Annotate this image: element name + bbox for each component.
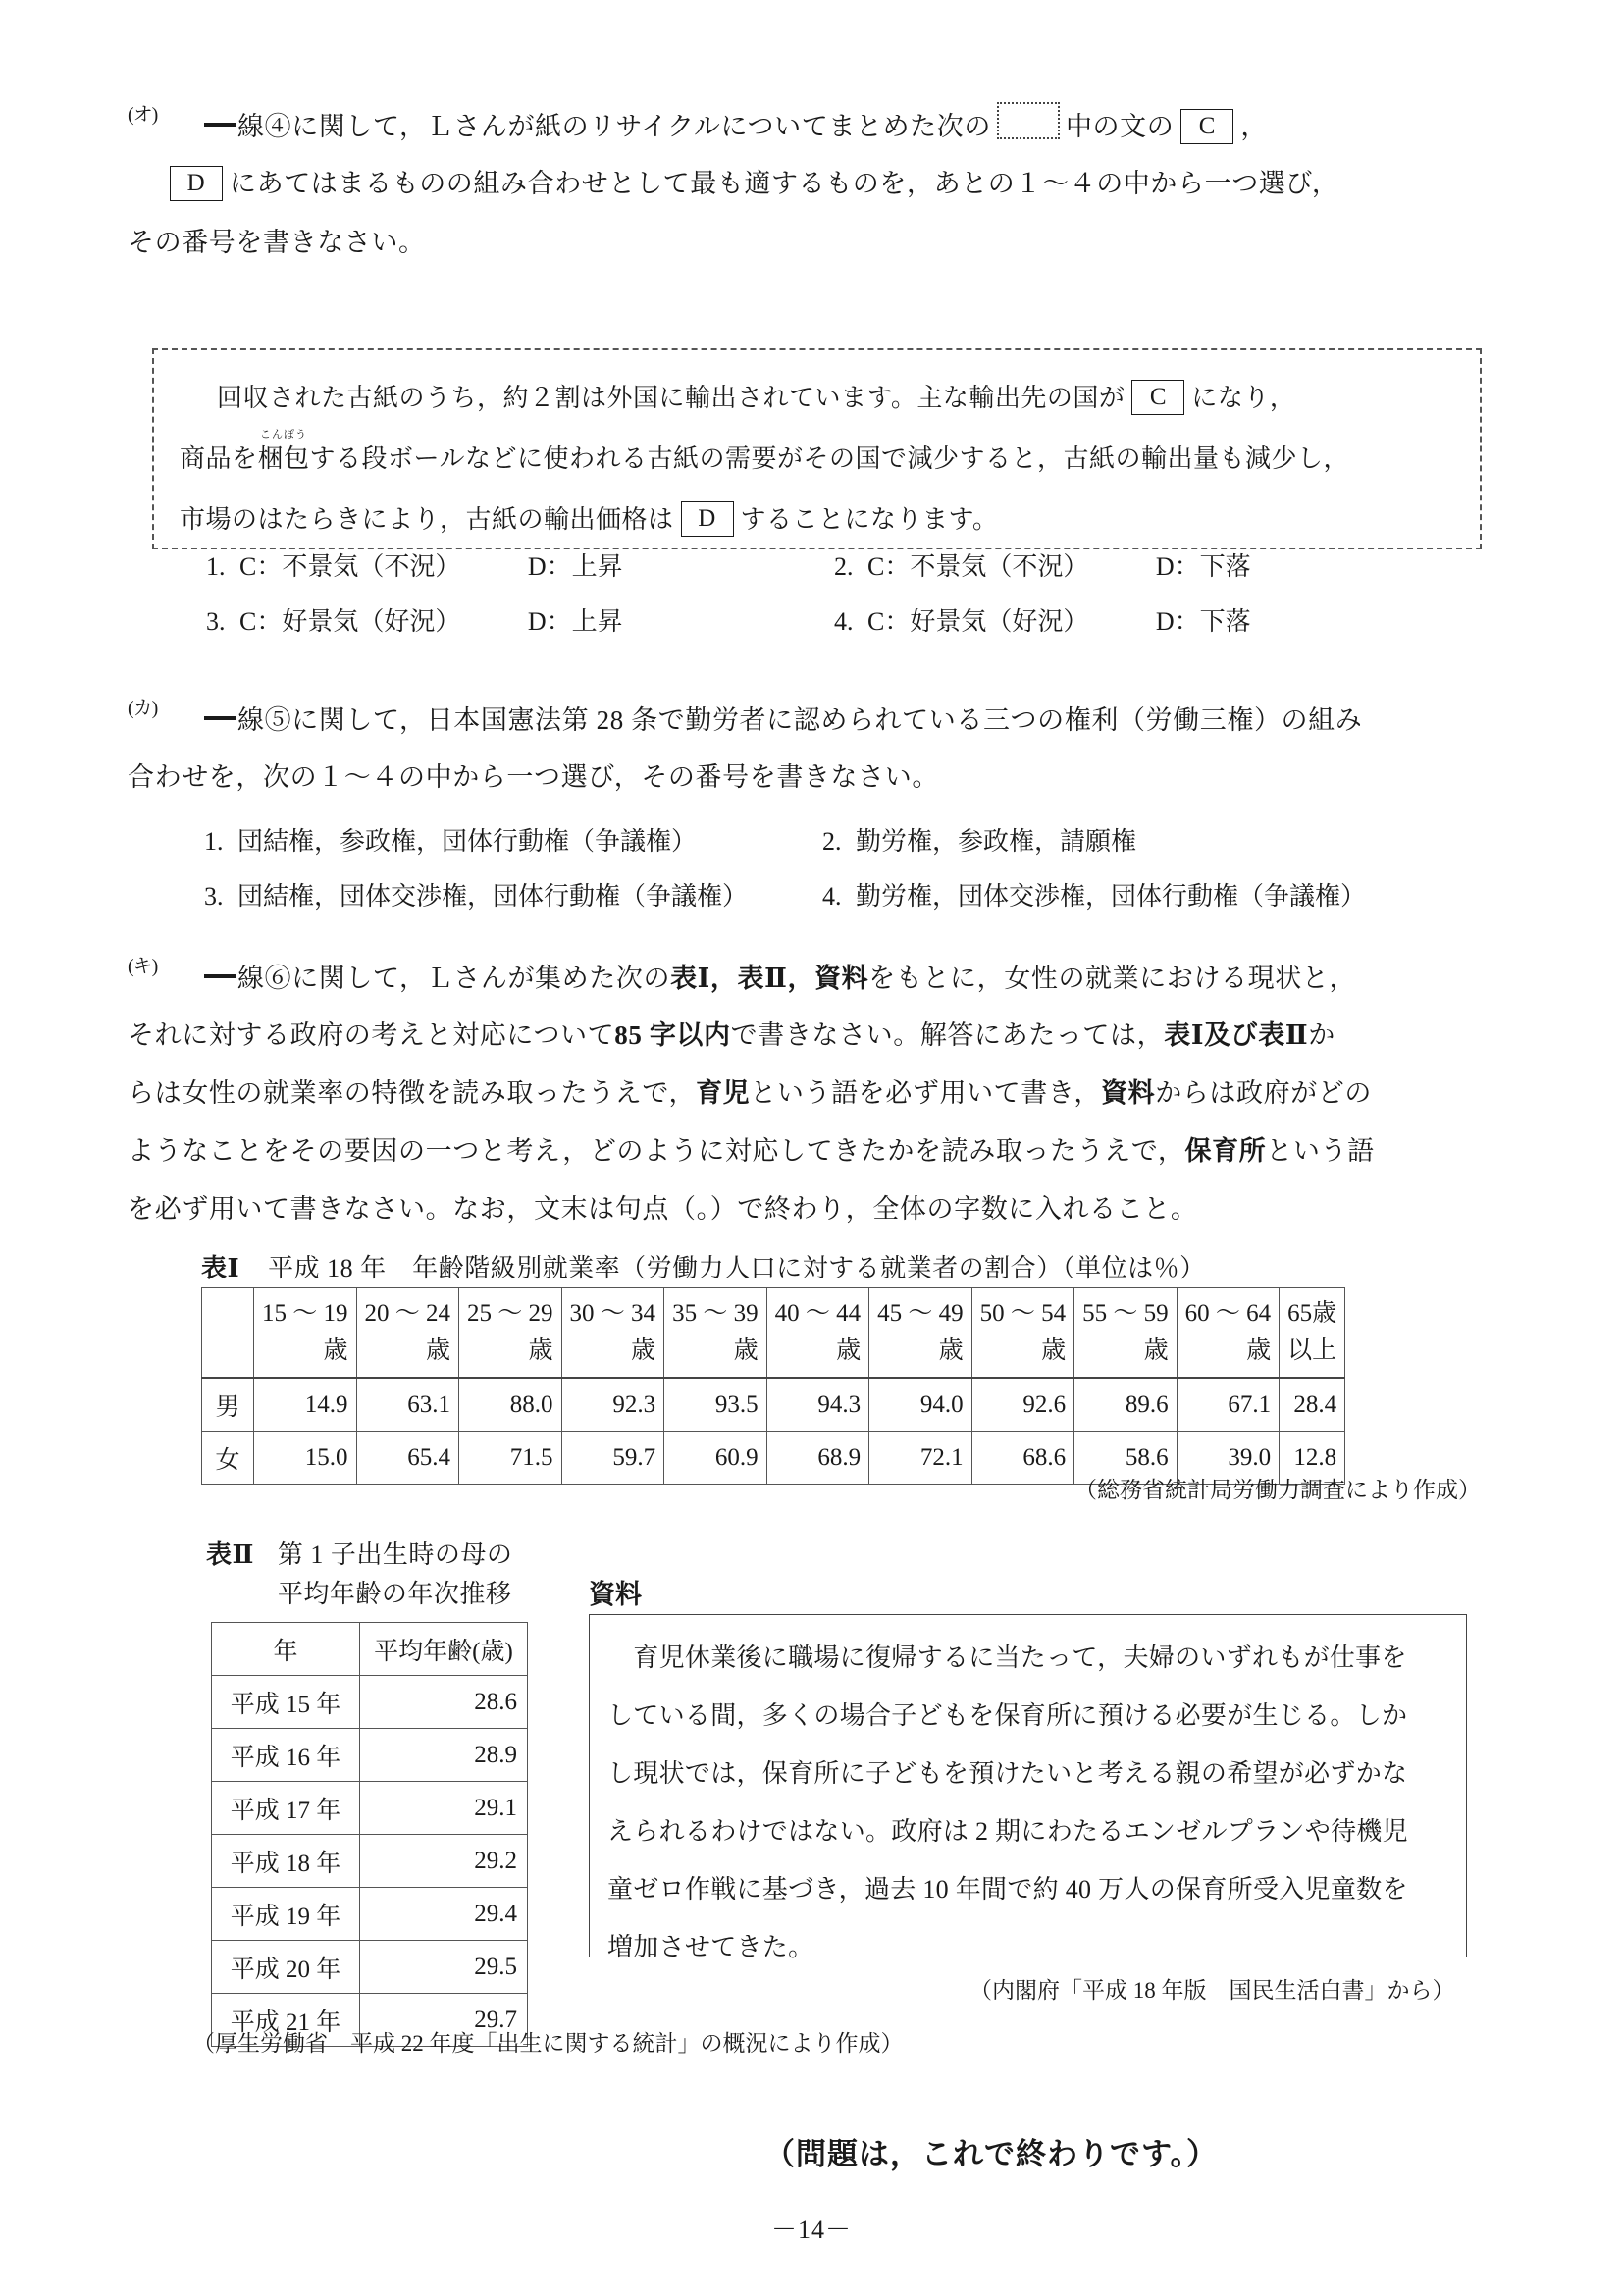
question-o-line1-a: 線④に関して，Ｌさんが紙のリサイクルについてまとめた次の bbox=[237, 112, 991, 141]
summary-seg3-a: 商品を bbox=[180, 444, 258, 473]
question-block-o bbox=[128, 98, 1501, 156]
cell-year: 平成 18 年 bbox=[212, 1835, 360, 1888]
table1-col-header bbox=[766, 1288, 869, 1379]
cell-value: 93.5 bbox=[664, 1378, 767, 1432]
dotted-placeholder-box bbox=[997, 102, 1060, 139]
choice-row bbox=[206, 595, 1482, 650]
cell-value: 60.9 bbox=[664, 1432, 767, 1485]
cell-value: 72.1 bbox=[869, 1432, 972, 1485]
question-ka-line2: 合わせを，次の１〜４の中から一つ選び，その番号を書きなさい。 bbox=[128, 762, 939, 792]
choice-number: 4. bbox=[834, 607, 854, 636]
question-ka-line2-wrap bbox=[128, 749, 1501, 807]
question-block-ki bbox=[128, 950, 1501, 1008]
summary-seg2: になり， bbox=[1191, 384, 1296, 412]
cell-value: 58.6 bbox=[1074, 1432, 1178, 1485]
age-range: 40 〜 44 bbox=[774, 1300, 862, 1327]
table1-source: （総務省統計局労働力調査により作成） bbox=[1074, 1478, 1481, 1502]
underline-mark-icon bbox=[204, 974, 236, 978]
question-o-line1-c: ， bbox=[1240, 112, 1268, 141]
cell-value: 39.0 bbox=[1177, 1432, 1280, 1485]
summary-line1 bbox=[180, 368, 1454, 429]
choice-number: 1. bbox=[204, 827, 224, 856]
underline-mark-icon bbox=[204, 716, 236, 720]
age-unit: 歳 bbox=[733, 1337, 759, 1364]
table1-header-row bbox=[202, 1288, 1345, 1379]
cell-value: 68.6 bbox=[971, 1432, 1074, 1485]
cell-value: 65.4 bbox=[356, 1432, 459, 1485]
cell-year: 平成 20 年 bbox=[212, 1941, 360, 1994]
cell-value: 67.1 bbox=[1177, 1378, 1280, 1432]
age-unit: 以上 bbox=[1287, 1337, 1337, 1364]
table2-wrapper bbox=[211, 1622, 528, 2047]
ruby-reading: こんぽう bbox=[260, 429, 308, 441]
table1-col-header bbox=[869, 1288, 972, 1379]
choice-row bbox=[206, 540, 1482, 595]
summary-seg3-b: する段ボールなどに使われる古紙の需要がその国で減少すると，古紙の輸出量も減少し， bbox=[309, 444, 1350, 473]
table1-caption-text: 平成 18 年 年齢階級別就業率（労働力人口に対する就業者の割合）（単位は％） bbox=[268, 1254, 1206, 1282]
choice-o-1[interactable] bbox=[206, 540, 834, 595]
question-marker-ki: (キ) bbox=[128, 956, 158, 977]
table1-col-header bbox=[356, 1288, 459, 1379]
cell-value: 59.7 bbox=[561, 1432, 664, 1485]
question-ki-line3-b: 育児 bbox=[696, 1078, 751, 1108]
table1-col-header bbox=[561, 1288, 664, 1379]
ruby-konpou bbox=[257, 429, 310, 473]
table2-header-row bbox=[212, 1623, 528, 1676]
shiryo-line6: 増加させてきた。 bbox=[607, 1933, 814, 1961]
question-ki-line4-c: という語 bbox=[1266, 1136, 1375, 1166]
question-ki-line1-c: をもとに，女性の就業における現状と， bbox=[868, 964, 1357, 993]
question-marker-ka: (カ) bbox=[128, 698, 158, 719]
age-range: 50 〜 54 bbox=[979, 1300, 1067, 1327]
question-ki-line2 bbox=[128, 1007, 1501, 1065]
cell-value: 71.5 bbox=[459, 1432, 562, 1485]
choice-number: 1. bbox=[206, 552, 226, 581]
age-unit: 歳 bbox=[836, 1337, 862, 1364]
question-ki-line2-d: 表Ⅰ及び表Ⅱ bbox=[1164, 1020, 1309, 1050]
cell-average-age: 29.1 bbox=[360, 1782, 528, 1835]
summary-seg5: することになります。 bbox=[740, 505, 999, 534]
table-row bbox=[202, 1378, 1345, 1432]
choice-number: 2. bbox=[834, 552, 854, 581]
choice-text: 団結権，参政権，団体行動権（争議権） bbox=[237, 827, 698, 856]
age-unit: 歳 bbox=[631, 1337, 656, 1364]
choice-d-text: D：下落 bbox=[1155, 552, 1251, 581]
table1-head bbox=[202, 1288, 1345, 1379]
cell-year: 平成 19 年 bbox=[212, 1888, 360, 1941]
age-range: 45 〜 49 bbox=[877, 1300, 964, 1327]
summary-seg1: 回収された古紙のうち，約２割は外国に輸出されています。主な輸出先の国が bbox=[217, 384, 1126, 412]
cell-value: 88.0 bbox=[459, 1378, 562, 1432]
age-unit: 歳 bbox=[1041, 1337, 1067, 1364]
choice-c-text: C：好景気（好況） bbox=[867, 607, 1089, 636]
table-row bbox=[212, 1835, 528, 1888]
choice-number: 4. bbox=[822, 882, 842, 911]
table1-caption bbox=[201, 1248, 1206, 1284]
age-unit: 歳 bbox=[426, 1337, 451, 1364]
summary-line2 bbox=[180, 429, 1454, 490]
age-range: 60 〜 64 bbox=[1184, 1300, 1272, 1327]
cell-year: 平成 21 年 bbox=[212, 1994, 360, 2047]
cell-value: 92.6 bbox=[971, 1378, 1074, 1432]
cell-value: 89.6 bbox=[1074, 1378, 1178, 1432]
age-range: 20 〜 24 bbox=[364, 1300, 451, 1327]
question-o-line2: にあてはまるものの組み合わせとして最も適するものを，あとの１〜４の中から一つ選び， bbox=[230, 169, 1339, 198]
age-range: 15 〜 19 bbox=[262, 1300, 348, 1327]
question-o-choices bbox=[206, 540, 1482, 650]
choice-ka-2[interactable] bbox=[822, 814, 1136, 869]
question-ki-line3-c: という語を必ず用いて書き， bbox=[750, 1078, 1101, 1108]
table2-col-header-age: 平均年齢(歳) bbox=[360, 1623, 528, 1676]
summary-box-d: D bbox=[681, 501, 734, 537]
age-unit: 歳 bbox=[1143, 1337, 1169, 1364]
choice-ka-4[interactable] bbox=[822, 869, 1366, 924]
cell-average-age: 29.7 bbox=[360, 1994, 528, 2047]
table1-wrapper bbox=[201, 1287, 1345, 1485]
choice-d-text: D：上昇 bbox=[527, 607, 623, 636]
question-ki-line1-b: 表Ⅰ，表Ⅱ，資料 bbox=[670, 964, 869, 993]
choice-o-4[interactable] bbox=[834, 595, 1251, 650]
choice-c-text: C：不景気（不況） bbox=[867, 552, 1089, 581]
table-row bbox=[212, 1782, 528, 1835]
question-o-line1 bbox=[204, 98, 1501, 156]
cell-value: 94.3 bbox=[766, 1378, 869, 1432]
age-range: 65歳 bbox=[1287, 1300, 1337, 1327]
choice-text: 勤労権，団体交渉権，団体行動権（争議権） bbox=[856, 882, 1367, 911]
table2-caption-line2: 平均年齢の年次推移 bbox=[277, 1580, 512, 1608]
choice-d-text: D：上昇 bbox=[527, 552, 623, 581]
table2 bbox=[211, 1622, 528, 2047]
question-ki-line3-e: からは政府がどの bbox=[1155, 1078, 1373, 1108]
question-marker-o: (オ) bbox=[128, 104, 158, 126]
table2-caption-line1: 第 1 子出生時の母の bbox=[277, 1540, 513, 1569]
question-ki-line1-a: 線⑥に関して，Ｌさんが集めた次の bbox=[237, 964, 671, 993]
question-ki-line3-d: 資料 bbox=[1101, 1078, 1156, 1108]
summary-seg4: 市場のはたらきにより，古紙の輸出価格は bbox=[180, 505, 674, 534]
question-ki-line1 bbox=[204, 950, 1501, 1008]
cell-average-age: 28.9 bbox=[360, 1729, 528, 1782]
table1-col-header bbox=[664, 1288, 767, 1379]
age-unit: 歳 bbox=[323, 1337, 348, 1364]
choice-number: 3. bbox=[204, 882, 224, 911]
question-ki-line3 bbox=[128, 1065, 1501, 1122]
row-label-female: 女 bbox=[202, 1432, 254, 1485]
table2-source: （厚生労働省 平成 22 年度「出生に関する統計」の概況により作成） bbox=[192, 2031, 904, 2056]
row-label-male: 男 bbox=[202, 1378, 254, 1432]
table2-caption-label: 表Ⅱ bbox=[206, 1540, 254, 1569]
cell-value: 63.1 bbox=[356, 1378, 459, 1432]
cell-average-age: 28.6 bbox=[360, 1676, 528, 1729]
question-o-line3-wrap bbox=[128, 214, 1501, 272]
ruby-base: 梱包 bbox=[257, 444, 310, 473]
question-ki-line2-b: 85 字以内 bbox=[614, 1020, 731, 1050]
choice-number: 3. bbox=[206, 607, 226, 636]
table-row bbox=[212, 1941, 528, 1994]
question-o-line3: その番号を書きなさい。 bbox=[128, 228, 426, 257]
age-range: 55 〜 59 bbox=[1082, 1300, 1169, 1327]
question-ki-line2-e: か bbox=[1308, 1020, 1335, 1050]
choice-row bbox=[204, 814, 1499, 869]
question-ki-line5: を必ず用いて書きなさい。なお，文末は句点（。）で終わり，全体の字数に入れること。 bbox=[128, 1194, 1198, 1224]
shiryo-line2: している間，多くの場合子どもを保育所に預ける必要が生じる。しか bbox=[607, 1701, 1408, 1730]
question-block-ka bbox=[128, 692, 1501, 750]
table2-col-header-year: 年 bbox=[212, 1623, 360, 1676]
cell-year: 平成 16 年 bbox=[212, 1729, 360, 1782]
question-ka-line1-text: 線⑤に関して，日本国憲法第 28 条で勤労者に認められている三つの権利（労働三権）の組み bbox=[237, 705, 1363, 735]
answer-box-d: D bbox=[170, 166, 223, 201]
table1-col-header bbox=[1074, 1288, 1178, 1379]
shiryo-line4: えられるわけではない。政府は 2 期にわたるエンゼルプランや待機児 bbox=[607, 1817, 1408, 1846]
table1-col-header bbox=[254, 1288, 357, 1379]
table2-caption bbox=[206, 1536, 512, 1614]
age-range: 25 〜 29 bbox=[467, 1300, 553, 1327]
shiryo-source: （内閣府「平成 18 年版 国民生活白書」から） bbox=[969, 1978, 1455, 2003]
table1-col-header bbox=[1177, 1288, 1280, 1379]
question-ka-line1 bbox=[204, 692, 1501, 750]
table1-col-header bbox=[459, 1288, 562, 1379]
question-o-line2-wrap bbox=[128, 155, 1501, 213]
shiryo-line1: 育児休業後に職場に復帰するに当たって，夫婦のいずれもが仕事を bbox=[607, 1644, 1407, 1672]
choice-text: 勤労権，参政権，請願権 bbox=[856, 827, 1137, 856]
question-ki-line4-a: ようなことをその要因の一つと考え，どのように対応してきたかを読み取ったうえで， bbox=[128, 1136, 1185, 1166]
table-row bbox=[212, 1676, 528, 1729]
cell-average-age: 29.4 bbox=[360, 1888, 528, 1941]
age-unit: 歳 bbox=[938, 1337, 964, 1364]
choice-o-3[interactable] bbox=[206, 595, 834, 650]
cell-value: 68.9 bbox=[766, 1432, 869, 1485]
age-unit: 歳 bbox=[1246, 1337, 1272, 1364]
cell-average-age: 29.5 bbox=[360, 1941, 528, 1994]
page-number: －14－ bbox=[770, 2216, 853, 2244]
question-ki-line3-a: らは女性の就業率の特徴を読み取ったうえで， bbox=[128, 1078, 697, 1108]
cell-average-age: 29.2 bbox=[360, 1835, 528, 1888]
choice-ka-1[interactable] bbox=[204, 814, 822, 869]
choice-number: 2. bbox=[822, 827, 842, 856]
table1-col-header bbox=[971, 1288, 1074, 1379]
table1-col-header bbox=[1280, 1288, 1345, 1379]
age-range: 30 〜 34 bbox=[569, 1300, 656, 1327]
question-ki-line4 bbox=[128, 1122, 1501, 1180]
question-ki-line4-b: 保育所 bbox=[1184, 1136, 1267, 1166]
cell-year: 平成 17 年 bbox=[212, 1782, 360, 1835]
choice-ka-3[interactable] bbox=[204, 869, 822, 924]
question-ki-line2-a: それに対する政府の考えと対応について bbox=[128, 1020, 615, 1050]
age-range: 35 〜 39 bbox=[672, 1300, 759, 1327]
table1 bbox=[201, 1287, 1345, 1485]
answer-box-c: C bbox=[1180, 109, 1233, 144]
cell-value: 94.0 bbox=[869, 1378, 972, 1432]
table2-body bbox=[212, 1676, 528, 2047]
underline-mark-icon bbox=[204, 123, 236, 127]
shiryo-label: 資料 bbox=[589, 1580, 642, 1609]
table1-corner-cell bbox=[202, 1288, 254, 1379]
age-unit: 歳 bbox=[528, 1337, 553, 1364]
question-ki-rest bbox=[128, 1007, 1501, 1238]
choice-d-text: D：下落 bbox=[1155, 607, 1251, 636]
question-o-line1-b: 中の文の bbox=[1065, 112, 1175, 141]
choice-c-text: C：好景気（好況） bbox=[239, 607, 461, 636]
table1-body bbox=[202, 1378, 1345, 1485]
cell-value: 14.9 bbox=[254, 1378, 357, 1432]
cell-year: 平成 15 年 bbox=[212, 1676, 360, 1729]
shiryo-box bbox=[589, 1614, 1467, 1961]
table2-head bbox=[212, 1623, 528, 1676]
question-ka-choices bbox=[204, 814, 1499, 924]
cell-value: 92.3 bbox=[561, 1378, 664, 1432]
question-ki-line2-c: で書きなさい。解答にあたっては， bbox=[730, 1020, 1165, 1050]
table1-caption-label: 表Ⅰ bbox=[201, 1254, 240, 1282]
summary-box-c: C bbox=[1131, 380, 1184, 415]
choice-row bbox=[204, 869, 1499, 924]
choice-c-text: C：不景気（不況） bbox=[239, 552, 461, 581]
table-row bbox=[212, 1888, 528, 1941]
table-row bbox=[212, 1729, 528, 1782]
summary-dashed-box bbox=[152, 348, 1482, 549]
end-note: （問題は，これで終わりです。） bbox=[763, 2137, 1219, 2171]
cell-value: 28.4 bbox=[1280, 1378, 1345, 1432]
cell-value: 12.8 bbox=[1280, 1432, 1345, 1485]
cell-value: 15.0 bbox=[254, 1432, 357, 1485]
choice-o-2[interactable] bbox=[834, 540, 1251, 595]
shiryo-line3: し現状では，保育所に子どもを預けたいと考える親の希望が必ずかな bbox=[607, 1759, 1408, 1788]
shiryo-line5: 童ゼロ作戦に基づき，過去 10 年間で約 40 万人の保育所受入児童数を bbox=[607, 1875, 1408, 1904]
choice-text: 団結権，団体交渉権，団体行動権（争議権） bbox=[237, 882, 749, 911]
